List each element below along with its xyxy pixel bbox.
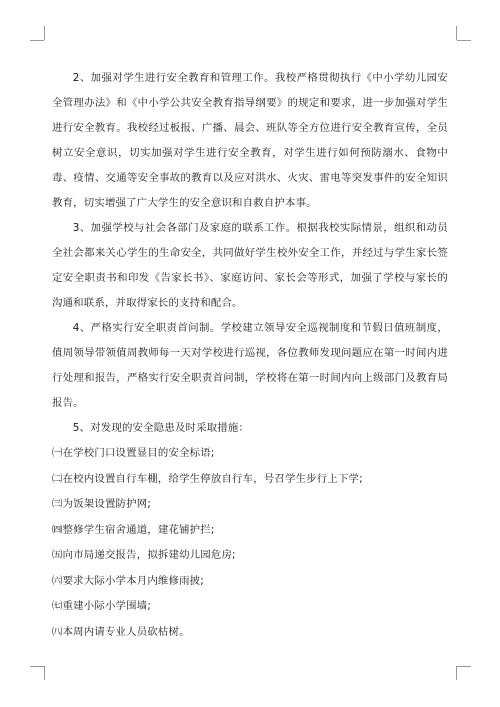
list-item: ㈣整修学生宿舍通道，建花铺护拦; <box>52 523 215 536</box>
list-item: ㈤向市局递交报告，拟拆建幼儿园危房; <box>52 549 236 561</box>
crop-mark-bottom-left-horizontal <box>30 666 44 667</box>
crop-mark-top-left-horizontal <box>30 40 44 41</box>
paragraph-responsibility: 4、严格实行安全职责首问制。学校建立领导安全巡视制度和节假日值班制度，值周领导带领值周教师每一天对学校进行巡视，各位教师发现问题应在第一时间内进行处理和报告，严格实行安全职责首问制，学校将在第一时间内向上级部门及教育局报告。 <box>52 322 448 409</box>
crop-mark-bottom-left-vertical <box>44 666 45 680</box>
list-item: ㈥要求大际小学本月内维修雨披; <box>52 574 204 587</box>
list-item: ㈠在学校门口设置显目的安全标语; <box>52 447 215 459</box>
crop-mark-top-right-vertical <box>456 26 457 40</box>
paragraph-family-contact: 3、加强学校与社会各部门及家庭的联系工作。根据我校实际情景，组织和动员全社会都来关心学生的生命安全，共同做好学生校外安全工作，并经过与学生家长签定安全职责书和印发《告家长书》、家庭访问、家长会等形式，加强了学校与家长的沟通和联系，并取得家长的支持和配合。 <box>52 222 448 309</box>
list-item: ㈡在校内设置自行车棚，给学生停放自行车，号召学生步行上下学; <box>52 472 363 485</box>
crop-mark-top-left-vertical <box>44 26 45 40</box>
list-item: ㈦重建小际小学围墙; <box>52 600 152 612</box>
paragraph-safety-education: 2、加强对学生进行安全教育和管理工作。我校严格贯彻执行《中小学幼儿园安全管理办法》和《中小学公共安全教育指导纲要》的规定和要求，进一步加强对学生进行安全教育。我校经过板报、广播、晨会、班队等全方位进行安全教育宣传，全员树立安全意识，切实加强对学生进行安全教育，对学生进行如何预防溺水、食物中毒、疫情、交通等安全事故的教育以及应对洪水、火灾、雷电等突发事件的安全知识教育，切实增强了广大学生的安全意识和自救自护本事。 <box>52 72 448 209</box>
list-item: ㈢为饭架设置防护网; <box>52 498 152 510</box>
paragraph-hazard-measures-heading: 5、对发现的安全隐患及时采取措施： <box>72 422 250 434</box>
crop-mark-top-right-horizontal <box>457 40 471 41</box>
list-item: ㈧本周内请专业人员砍枯树。 <box>52 625 190 638</box>
document-body <box>52 66 448 645</box>
crop-mark-bottom-right-horizontal <box>457 666 471 667</box>
crop-mark-bottom-right-vertical <box>456 666 457 680</box>
